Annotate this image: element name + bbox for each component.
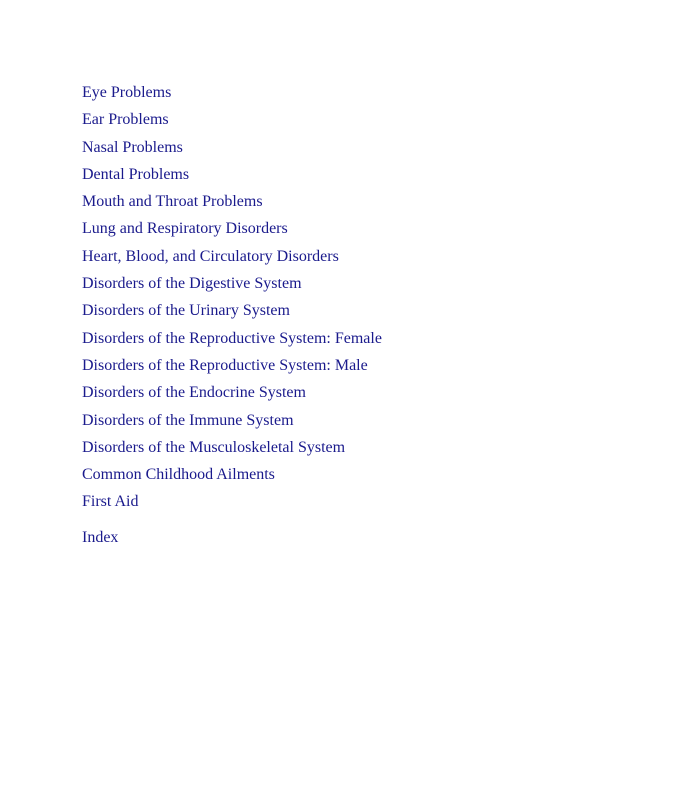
- table-of-contents: [82, 82, 382, 519]
- toc-link-urinary-system[interactable]: Disorders of the Urinary System: [82, 302, 290, 320]
- toc-link-digestive-system[interactable]: Disorders of the Digestive System: [82, 275, 302, 293]
- toc-link-childhood-ailments[interactable]: Common Childhood Ailments: [82, 466, 275, 484]
- toc-link-lung-respiratory-disorders[interactable]: Lung and Respiratory Disorders: [82, 220, 288, 238]
- toc-link-heart-blood-circulatory-disorders[interactable]: Heart, Blood, and Circulatory Disorders: [82, 247, 339, 265]
- toc-link-first-aid[interactable]: First Aid: [82, 493, 139, 511]
- toc-link-dental-problems[interactable]: Dental Problems: [82, 165, 190, 183]
- toc-link-nasal-problems[interactable]: Nasal Problems: [82, 138, 183, 156]
- toc-link-eye-problems[interactable]: Eye Problems: [82, 84, 172, 101]
- toc-link-mouth-throat-problems[interactable]: Mouth and Throat Problems: [82, 193, 263, 211]
- toc-link-reproductive-system-male[interactable]: Disorders of the Reproductive System: Male: [82, 356, 368, 374]
- toc-link-musculoskeletal-system[interactable]: Disorders of the Musculoskeletal System: [82, 438, 346, 456]
- toc-link-index[interactable]: Index: [82, 529, 119, 546]
- toc-link-endocrine-system[interactable]: Disorders of the Endocrine System: [82, 384, 306, 402]
- toc-link-ear-problems[interactable]: Ear Problems: [82, 111, 169, 129]
- toc-link-immune-system[interactable]: Disorders of the Immune System: [82, 411, 294, 429]
- toc-link-reproductive-system-female[interactable]: Disorders of the Reproductive System: Female: [82, 329, 382, 347]
